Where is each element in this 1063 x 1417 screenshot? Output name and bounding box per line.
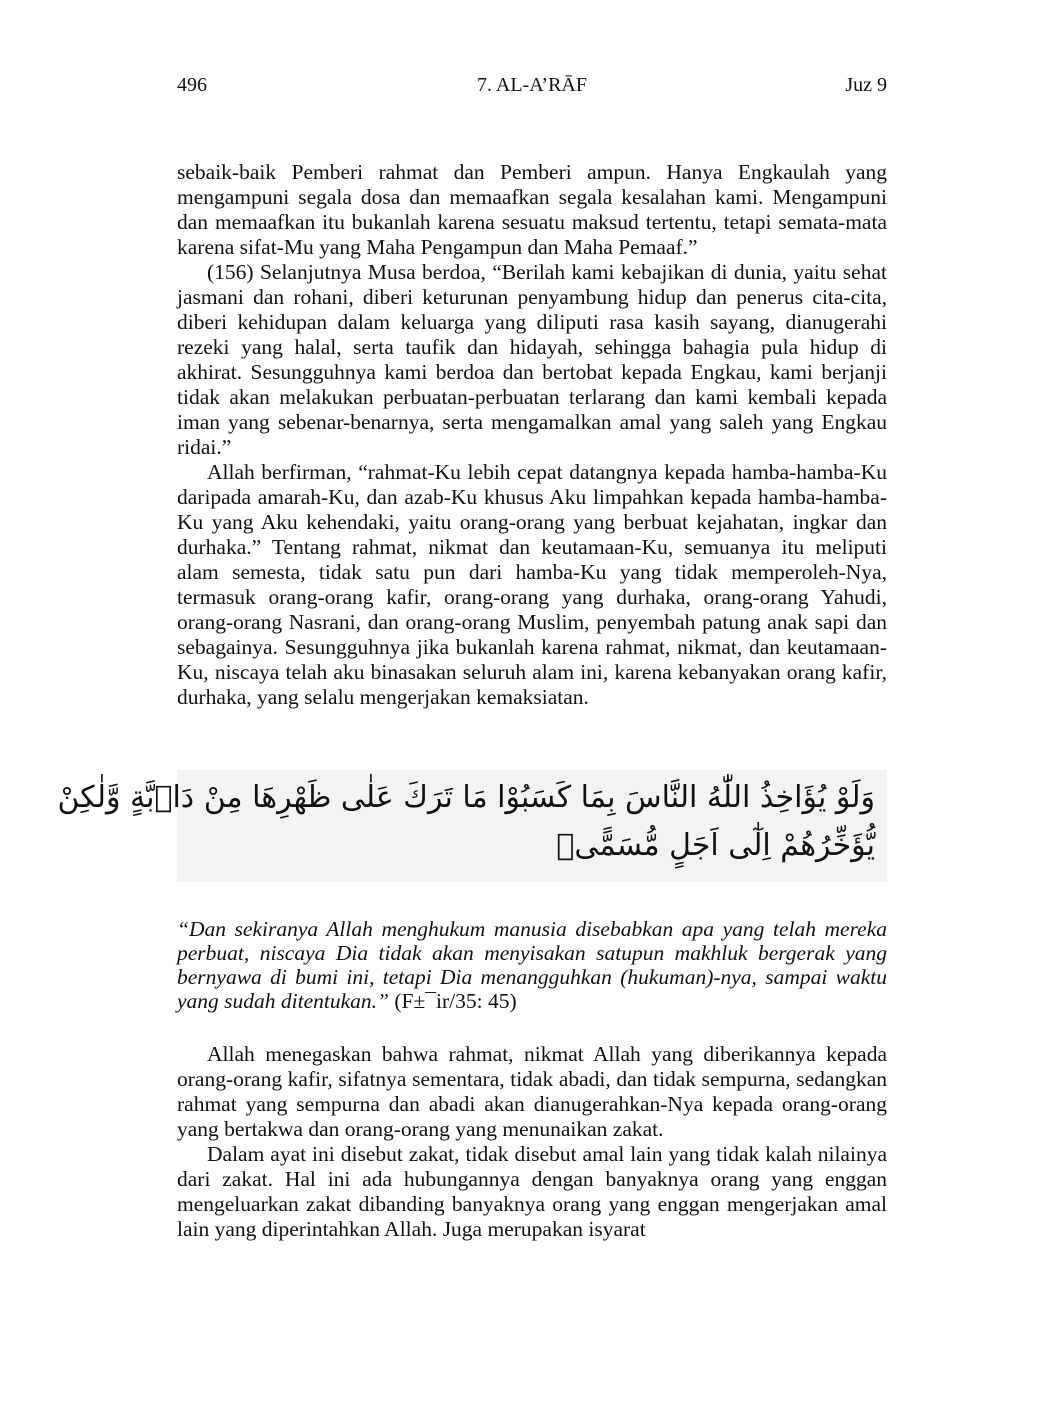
verse-reference: (F±¯ir/35: 45) [394, 989, 517, 1013]
arabic-verse-box [57, 770, 887, 882]
arabic-verse-line-1: وَلَوْ يُؤَاخِذُ اللّٰهُ النَّاسَ بِمَا كَسَبُوْا مَا تَرَكَ عَلٰى ظَهْرِهَا مِنْ دَاۤبَّةٍ وَّلٰكِنْ [57, 780, 875, 815]
paragraph: (156) Selanjutnya Musa berdoa, “Berilah kami kebajikan di dunia, yaitu sehat jasmani dan rohani, diberi keturunan penyambung hidup dan penerus cita-cita, diberi kehidupan dalam keluarga yang diliputi rasa kasih sayang, dianugerahi rezeki yang halal, serta taufik dan hidayah, sehingga bahagia pula hidup di akhirat. Sesungguhnya kami berdoa dan bertobat kepada Engkau, kami berjanji tidak akan melakukan perbuatan-perbuatan terlarang dan kami kembali kepada iman yang sebenar-benarnya, serta mengamalkan amal yang saleh yang Engkau ridai.” [177, 260, 887, 459]
chapter-title: 7. AL-A’RĀF [476, 74, 587, 96]
body-text-top [177, 160, 887, 710]
arabic-verse-line-2: يُّؤَخِّرُهُمْ اِلٰٓى اَجَلٍ مُّسَمًّىۚ [556, 828, 875, 863]
paragraph: Dalam ayat ini disebut zakat, tidak disebut amal lain yang tidak kalah nilainya dari zakat. Hal ini ada hubungannya dengan banyaknya orang yang enggan mengeluarkan zakat dibanding banyaknya orang yang enggan mengerjakan amal lain yang diperintahkan Allah. Juga merupakan isyarat [177, 1142, 887, 1241]
translation-text: “Dan sekiranya Allah menghukum manusia disebabkan apa yang telah mereka perbuat, niscaya Dia tidak akan menyisakan satupun makhluk bergerak yang bernyawa di bumi ini, tetapi Dia menangguhkan (hukuman)-nya, sampai waktu yang sudah ditentukan.” [177, 917, 887, 1013]
body-text-bottom [177, 1042, 887, 1242]
page-number: 496 [177, 74, 207, 96]
juz-label: Juz 9 [845, 74, 887, 96]
paragraph: sebaik-baik Pemberi rahmat dan Pemberi ampun. Hanya Engkaulah yang mengampuni segala dosa dan memaafkan segala kesalahan kami. Mengampuni dan memaafkan itu bukanlah karena sesuatu maksud tertentu, tetapi semata-mata karena sifat-Mu yang Maha Pengampun dan Maha Pemaaf.” [177, 160, 887, 259]
paragraph: Allah berfirman, “rahmat-Ku lebih cepat datangnya kepada hamba-hamba-Ku daripada amarah-Ku, dan azab-Ku khusus Aku limpahkan kepada hamba-hamba-Ku yang Aku kehendaki, yaitu orang-orang yang berbuat kejahatan, ingkar dan durhaka.” Tentang rahmat, nikmat dan keutamaan-Ku, semuanya itu meliputi alam semesta, tidak satu pun dari hamba-Ku yang tidak memperoleh-Nya, termasuk orang-orang kafir, orang-orang yang durhaka, orang-orang Yahudi, orang-orang Nasrani, dan orang-orang Muslim, penyembah patung anak sapi dan sebagainya. Sesungguhnya jika bukanlah karena rahmat, nikmat, dan keutamaan-Ku, niscaya telah aku binasakan seluruh alam ini, karena kebanyakan orang kafir, durhaka, yang selalu mengerjakan kemaksiatan. [177, 460, 887, 709]
paragraph: Allah menegaskan bahwa rahmat, nikmat Allah yang diberikannya kepada orang-orang kafir, sifatnya sementara, tidak abadi, dan tidak sempurna, sedangkan rahmat yang sempurna dan abadi akan dianugerahkan-Nya kepada orang-orang yang bertakwa dan orang-orang yang menunaikan zakat. [177, 1042, 887, 1141]
verse-translation [177, 917, 887, 1013]
page-header [177, 74, 887, 104]
